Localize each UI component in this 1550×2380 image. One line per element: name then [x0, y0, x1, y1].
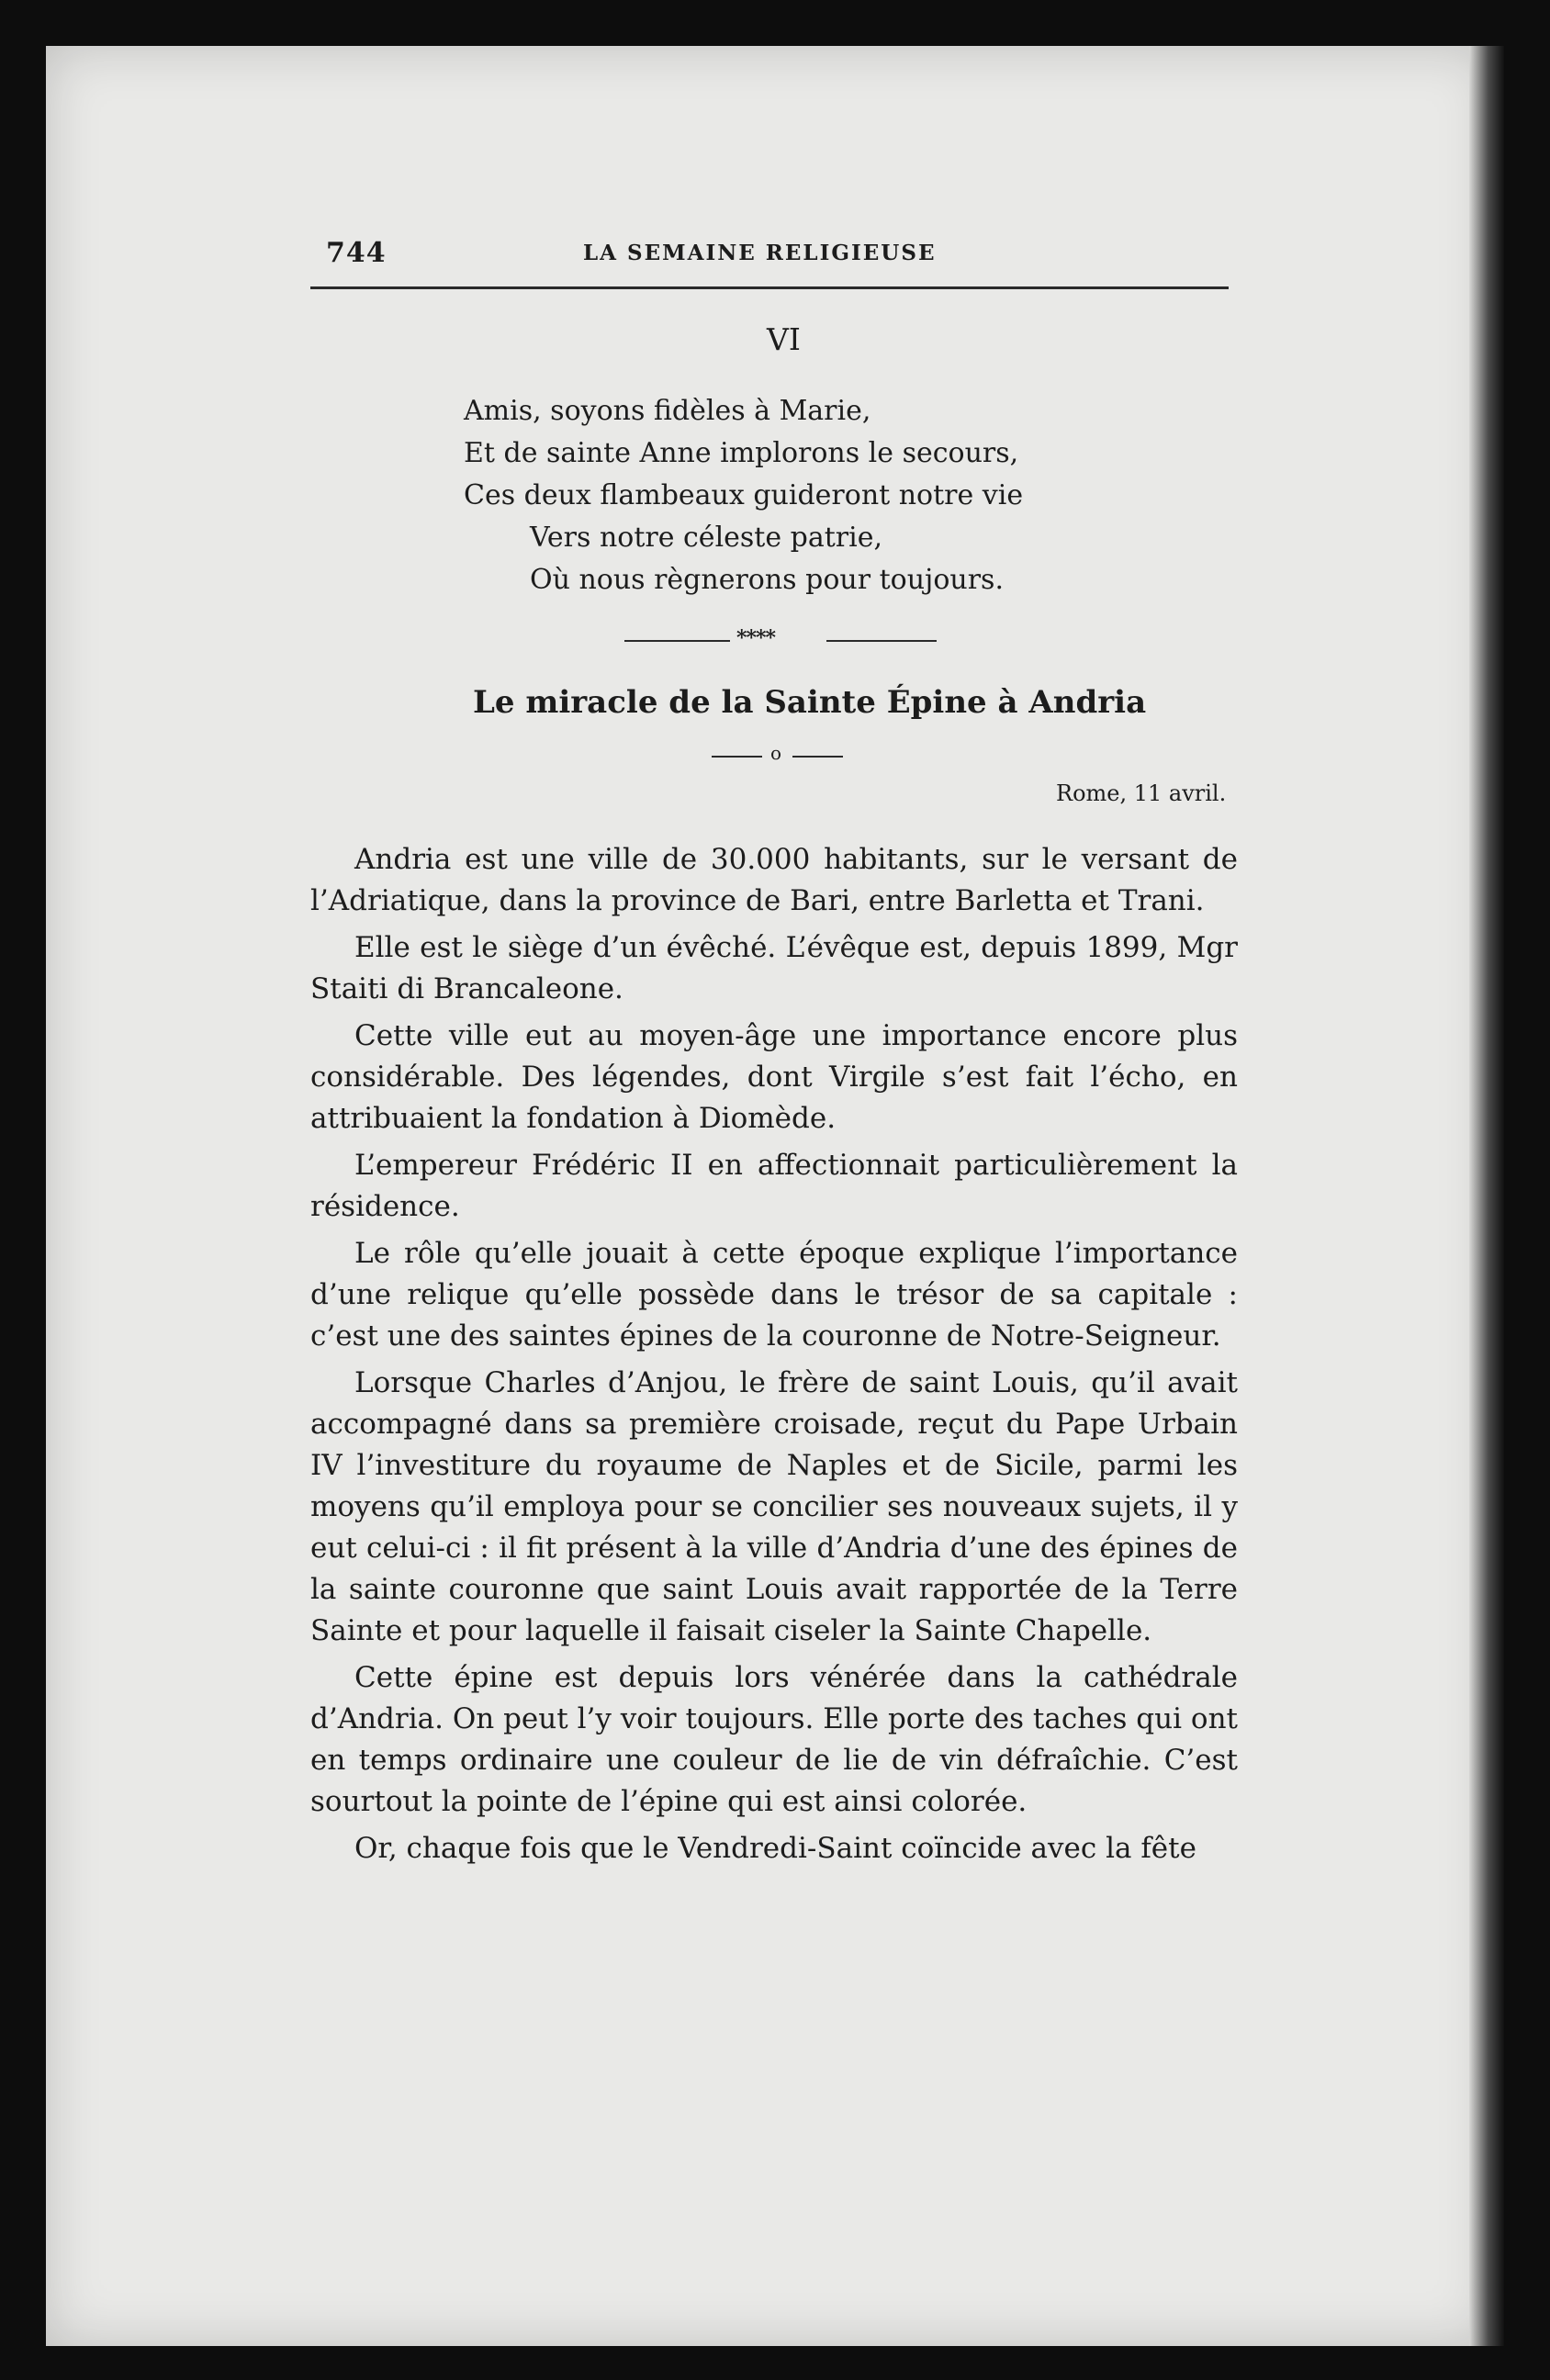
ornament-rule-right — [826, 640, 937, 642]
title-divider — [712, 742, 845, 769]
divider-mark: o — [770, 742, 782, 764]
paragraph: Or, chaque fois que le Vendredi-Saint coïncide avec la fête — [354, 1832, 1196, 1865]
poem-line: Amis, soyons fidèles à Marie, — [464, 395, 871, 427]
scan-border — [1506, 37, 1550, 2380]
section-number: VI — [767, 321, 801, 357]
running-title: LA SEMAINE RELIGIEUSE — [583, 241, 937, 265]
article-title: Le miracle de la Sainte Épine à Andria — [473, 684, 1147, 721]
poem-line: Vers notre céleste patrie, — [530, 522, 883, 554]
paragraph: Le rôle qu’elle jouait à cette époque explique l’importance d’une relique qu’elle possède dans le trésor de sa capitale : c’est une des saintes épines de la couronne de Notre-Seigneur. — [310, 1237, 1238, 1353]
poem-line: Ces deux flambeaux guideront notre vie — [464, 479, 1024, 511]
poem-line: Et de sainte Anne implorons le secours, — [464, 437, 1019, 469]
section-ornament — [624, 623, 937, 659]
paragraph: L’empereur Frédéric II en affectionnait particulièrement la résidence. — [310, 1149, 1238, 1223]
paragraph: Lorsque Charles d’Anjou, le frère de saint Louis, qu’il avait accompagné dans sa première croisade, reçut du Pape Urbain IV l’investiture du royaume de Naples et de Sicile, parmi les moyens qu’il employa pour se concilier ses nouveaux sujets, il y eut celui-ci : il fit présent à la ville d’Andria d’une des épines de la sainte couronne que saint Louis avait rapportée de la Terre Sainte et pour laquelle il faisait ciseler la Sainte Chapelle. — [310, 1366, 1238, 1647]
paragraph: Andria est une ville de 30.000 habitants, sur le versant de l’Adriatique, dans la province de Bari, entre Barletta et Trani. — [310, 843, 1238, 917]
poem-line: Où nous règnerons pour toujours. — [530, 564, 1004, 596]
ornament-rule-left — [624, 640, 730, 642]
poem-stanza — [464, 390, 1198, 601]
dateline: Rome, 11 avril. — [1056, 780, 1227, 806]
paragraph: Cette épine est depuis lors vénérée dans la cathédrale d’Andria. On peut l’y voir toujours. Elle porte des taches qui ont en temps ordinaire une couleur de lie de vin défraîchie. C’est sourtout la pointe de l’épine qui est ainsi colorée. — [310, 1661, 1238, 1818]
binding-gutter — [1469, 46, 1504, 2346]
divider-rule-right — [792, 756, 843, 758]
page-header — [326, 237, 1240, 283]
paragraph: Cette ville eut au moyen-âge une importance encore plus considérable. Des légendes, dont Virgile s’est fait l’écho, en attribuaient la fondation à Diomède. — [310, 1019, 1238, 1135]
page-number: 744 — [326, 237, 387, 269]
header-rule — [310, 286, 1229, 289]
paragraph: Elle est le siège d’un évêché. L’évêque est, depuis 1899, Mgr Staiti di Brancaleone. — [310, 931, 1238, 1005]
article-body — [310, 839, 1238, 1875]
divider-rule-left — [712, 756, 762, 758]
ornament-stars: **** — [736, 626, 776, 650]
